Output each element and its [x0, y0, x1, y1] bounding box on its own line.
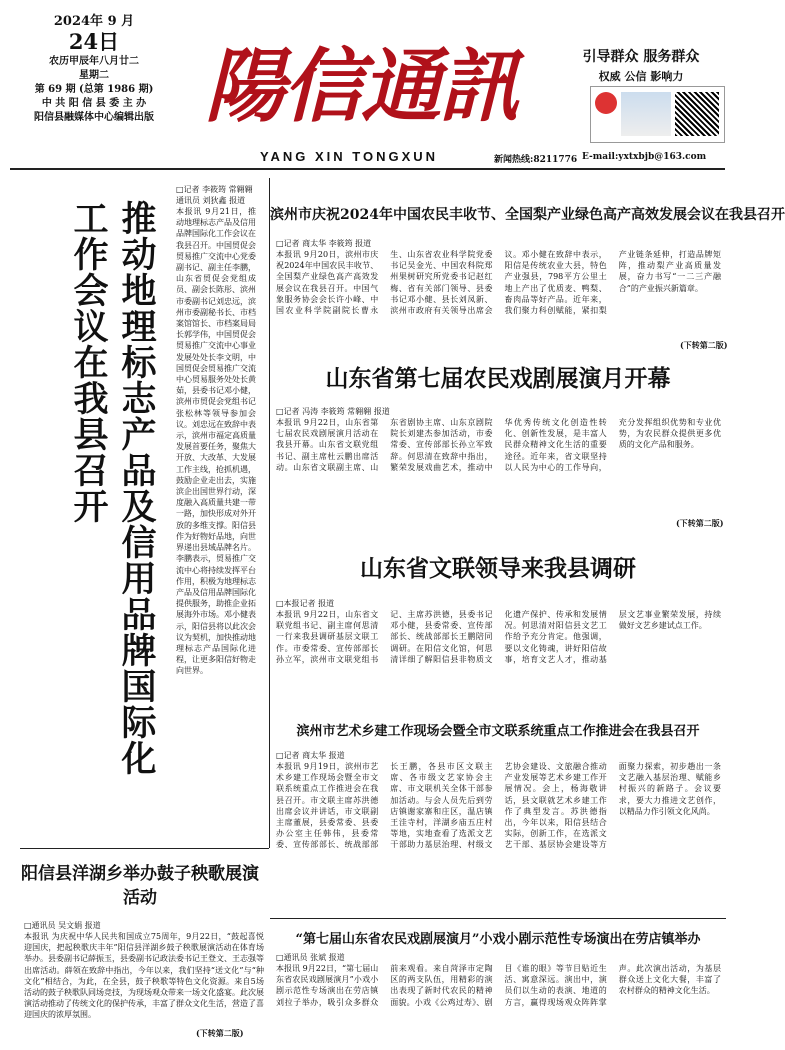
- left-column-rule: [269, 178, 270, 848]
- article4-headline: 滨州市艺术乡建工作现场会暨全市文联系统重点工作推进会在我县召开: [296, 724, 700, 739]
- article2-body: 本报讯 9月22日，山东省第七届农民戏剧展演月活动在我县开幕。山东省文联党组书记、副主席杜云鹏出席活动。山东省文联副主席、山东省剧协主席、山东京剧院院长刘建杰参加活动，市委常委、宣传部部长孙立军致辞。何思清在致辞中指出，繁荣发展戏曲艺术，推动中华优秀传统文化创造性转化、创新性发展，是丰富人民群众精神文化生活的重要途径。近年来，省文联坚持以人民为中心的工作导向，充分发挥组织优势和专业优势，为农民群众提供更多优质的文化产品和服务。: [276, 418, 721, 472]
- masthead-rule: [10, 168, 725, 170]
- app-banner-image: [621, 92, 671, 136]
- slogan-secondary: 权威 公信 影响力: [598, 70, 684, 83]
- masthead-left: [24, 10, 164, 125]
- weekday: 星期二: [79, 70, 109, 81]
- article6-byline: □通讯员 张斌 报道: [276, 953, 345, 962]
- article2-continued: (下转第二版): [676, 518, 724, 528]
- article1-continued: (下转第二版): [680, 340, 728, 350]
- article6-headline: “第七届山东省农民戏剧展演月”小戏小剧示范性专场演出在劳店镇举办: [295, 932, 701, 947]
- article3-byline: □本报记者 报道: [276, 599, 335, 608]
- lead-continued: (下转第二版): [196, 1028, 244, 1038]
- article5-text: [24, 920, 264, 1045]
- article1-headline: 滨州市庆祝2024年中国农民丰收节、全国梨产业绿色高产高效发展会议在我县召开: [270, 207, 785, 223]
- bottom-right-rule: [270, 918, 726, 919]
- article4-body: 本报讯 9月19日，滨州市艺术乡建工作现场会暨全市文联系统重点工作推进会在我县召开。市文联主席苏洪德出席会议并讲话，市文联副主席董展，县委常委、县委办公室主任韩伟，县委常委、宣传部部长、统战部部长王鹏，各县市区文联主席、各市级文艺家协会主席、市文联机关全体干部参加活动。与会人员先后到劳店镇谢家寨和庄区，温店镇王洼寺村，洋湖乡庙五庄村等地，实地查看了选派文艺干部助力基层治理、村级文艺协会建设、文旅融合推动产业发展等艺术乡建工作开展情况。会上，杨海敬讲话，县文联就艺术乡建工作作了典型发言。苏洪德指出，今年以来，阳信县结合实际，创新工作，在选派文艺干部、基层协会建设等方面聚力探索，初步趟出一条文艺融入基层治理、赋能乡村振兴的新路子。会议要求，要大力推进文艺创作，以精品力作引领文化风尚。: [276, 762, 721, 850]
- publisher: 中 共 阳 信 县 委 主 办: [41, 98, 147, 109]
- article2-headline: 山东省第七届农民戏剧展演月开幕: [325, 365, 671, 392]
- contact-email: E-mail:yxtxbjb@163.com: [582, 152, 707, 162]
- issue-day: 24日: [68, 29, 120, 54]
- newspaper-title: 陽信通訊: [205, 39, 517, 133]
- issue-number: 第 69 期 (总第 1986 期): [34, 84, 154, 95]
- lead-column: [176, 184, 256, 744]
- article6-body: 本报讯 9月22日，“第七届山东省农民戏剧展演月”小戏小剧示范性专场演出在劳店镇刘拉子举办，吸引众多群众前来观看。来自菏泽市定陶区的两支队伍，用精彩的演出表现了新时代农民的精神面貌。小戏《公鸡过寿》、剧目《谁的眼》等节目贴近生活、寓意深远。演出中，演员们以生动的表演、地道的方言，赢得现场观众阵阵掌声。此次演出活动，为基层群众送上文化大餐，丰富了农村群众的精神文化生活。: [276, 964, 721, 1007]
- article3-body: 本报讯 9月22日，山东省文联党组书记、副主席何思清一行来我县调研基层文联工作。市委常委、宣传部部长孙立军，滨州市文联党组书记、主席苏洪德，县委书记邓小健，县委常委、宣传部部长、统战部部长王鹏陪同调研。在阳信文化馆，何思清详细了解阳信县非物质文化遗产保护、传承和发展情况。何思清对阳信县文艺工作给予充分肯定。他强调，要以文化铸魂，讲好阳信故事，培育文艺人才，推动基层文艺事业繁荣发展，持续做好文艺乡建试点工作。: [276, 610, 721, 664]
- article6-text: [276, 952, 721, 1047]
- qr-card: [590, 86, 725, 143]
- article2-text: [276, 406, 721, 526]
- article5-body: 本报讯 为庆祝中华人民共和国成立75周年，9月22日，“鼓起喜悦迎国庆，把起秧歌庆丰年”阳信县洋湖乡鼓子秧歌展演活动在体育场举办。县委副书记薛振玉，县委副书记政法委书记王登文、王志强等出席活动。薛领在致辞中指出，今年以来，我们坚持“送文化”与“种文化”相结合，为此，在全县，鼓子秧歌等特色文化资源。来自5场活动的鼓子秧歌队同场竞技，为现场观众带来一场文化盛宴。此次展演活动推动了传统文化的保护传承，丰富了群众文化生活，营造了喜迎国庆的浓厚氛围。: [24, 932, 264, 1020]
- article4-byline: □记者 商太华 报道: [276, 751, 345, 760]
- article3-headline: 山东省文联领导来我县调研: [360, 555, 636, 582]
- article5-byline: □通讯员 吴文娟 报道: [24, 921, 101, 930]
- article5-headline-text: 阳信县洋湖乡举办鼓子秧歌展演活动: [21, 864, 259, 908]
- article1-byline: □记者 商太华 李筱筠 报道: [276, 239, 372, 248]
- lead-headline: 推动地理标志产品及信用品牌国际化工作会议在我县召开: [68, 200, 156, 776]
- article2-byline: □记者 冯涛 李筱筠 常翱翱 报道: [276, 407, 390, 416]
- masthead-right: [552, 46, 730, 84]
- qr-code-icon: [675, 92, 719, 136]
- article1-body: 本报讯 9月20日，滨州市庆祝2024年中国农民丰收节、全国梨产业绿色高产高效发展会议在我县召开。中国气象服务协会会长许小峰、中国农业科学院副院长曹永生、山东省农业科学院党委书记吴金光、中国农科院郑州果树研究所党委书记赵红梅、省有关部门领导、县委书记邓小健、县长刘凤新、滨州市政府有关领导出席会议。邓小健在致辞中表示，阳信是传统农业大县，特色产业强县，798平方公里土地上产出了优质麦、鸭梨、畜肉品等好产品。近年来，我们聚力科创赋能，紧扣梨产业链条延伸，打造品牌矩阵，推动梨产业高质量发展，奋力书写“一二三产融合”的产业振兴新篇章。: [276, 250, 721, 316]
- article3-text: [276, 598, 721, 710]
- article5-headline: [20, 862, 260, 910]
- slogan-primary: 引导群众 服务群众: [582, 49, 700, 65]
- newspaper-pinyin: YANG XIN TONGXUN: [260, 149, 439, 164]
- editor: 阳信县融媒体中心编辑出版: [34, 112, 154, 123]
- lunar-date: 农历甲辰年八月廿二: [49, 56, 139, 67]
- news-hotline: 新闻热线:8211776: [494, 155, 578, 165]
- lead-body: 本报讯 9月21日，推动地理标志产品及信用品牌国际化工作会议在我县召开。中国贸促会贸易推广交流中心党委副书记、副主任李鹏，山东省贸促会党组成员、副会长陈彤、滨州市委副书记刘忠远，滨州市委副秘书长、市档案馆馆长、市档案局局长郭学伟，中国贸促会贸易推广交流中心事业发展处处长李文明，中国贸促会贸易推广交流中心贸易服务处处长黄茹，县委书记邓小健，滨州市贸促会党组书记张松林等领导参加会议。刘忠远在致辞中表示，滨州市福定高质量发展首要任务，聚焦大开放、大改革、大发展工作主线，抢抓机遇，鼓励企业走出去，实施滨企出国世界行动，深度融入高质量共建一带一路，加快形成对外开放的多维支撑。阳信县作为好物好品地，向世界递出县域品牌名片。李鹏表示，贸易推广交流中心将持续发挥平台作用，积极为地理标志产品及信用品牌国际化提供服务，助推企业拓展海外市场。邓小健表示，阳信县将以此次会议为契机，加快推动地理标志产品国际化进程，让更多阳信好物走向世界。: [176, 207, 256, 676]
- article4-text: [276, 750, 721, 920]
- lead-byline: □记者 李筱筠 常翱翱 通讯员 刘狄鑫 报道: [176, 185, 253, 205]
- bottom-left-rule: [20, 848, 269, 849]
- article1-text: [276, 238, 721, 348]
- issue-date: 2024年 9 月: [53, 14, 135, 29]
- app-logo-icon: [595, 92, 617, 114]
